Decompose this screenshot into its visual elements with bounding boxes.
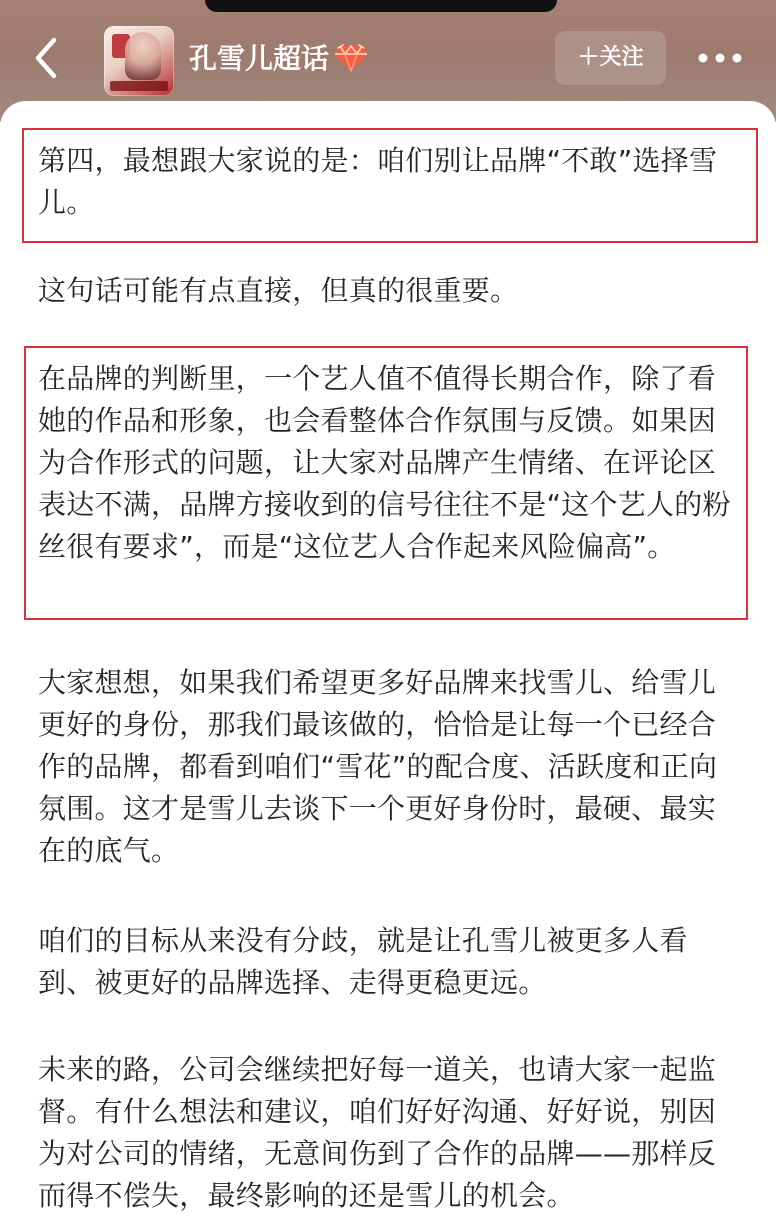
highlight-box-first bbox=[22, 128, 758, 243]
follow-button[interactable]: ＋关注 bbox=[555, 31, 666, 85]
paragraph-direct-note: 这句话可能有点直接，但真的很重要。 bbox=[38, 274, 519, 307]
paragraph-future-supervision: 未来的路，公司会继续把好每一道关，也请大家一起监督。有什么想法和建议，咱们好好沟通、好好说，别因为对公司的情绪，无意间伤到了合作的品牌——那样反而得不偿失，最终影响的还是雪儿的机会。 bbox=[38, 1053, 717, 1212]
avatar-figure-shape bbox=[125, 32, 161, 80]
camera-notch bbox=[205, 0, 557, 12]
highlight-box-second bbox=[24, 346, 748, 620]
topic-avatar-icon[interactable] bbox=[104, 26, 174, 96]
avatar-label-shape bbox=[110, 81, 168, 91]
topic-title[interactable]: 孔雪儿超话 bbox=[189, 42, 330, 75]
gem-badge-icon bbox=[334, 44, 368, 72]
post-content bbox=[0, 101, 776, 1227]
more-dots-icon bbox=[697, 52, 743, 64]
paragraph-brand-cooperation: 大家想想，如果我们希望更多好品牌来找雪儿、给雪儿更好的身份，那我们最该做的，恰恰是让每一个已经合作的品牌，都看到咱们“雪花”的配合度、活跃度和正向氛围。这才是雪儿去谈下一个更好身份时，最硬、最实在的底气。 bbox=[38, 666, 718, 867]
back-button[interactable] bbox=[24, 36, 68, 80]
back-arrow-icon bbox=[30, 36, 62, 80]
paragraph-shared-goal: 咱们的目标从来没有分歧，就是让孔雪儿被更多人看到、被更好的品牌选择、走得更稳更远。 bbox=[38, 924, 688, 999]
paragraph-brand-choice: 第四，最想跟大家说的是：咱们别让品牌“不敢”选择雪儿。 bbox=[38, 144, 718, 219]
paragraph-brand-judgment: 在品牌的判断里，一个艺人值不值得长期合作，除了看她的作品和形象，也会看整体合作氛围与反馈。如果因为合作形式的问题，让大家对品牌产生情绪、在评论区表达不满，品牌方接收到的信号往往不是“这个艺人的粉丝很有要求”，而是“这位艺人合作起来风险偏高”。 bbox=[38, 362, 731, 563]
more-button[interactable] bbox=[693, 41, 747, 75]
